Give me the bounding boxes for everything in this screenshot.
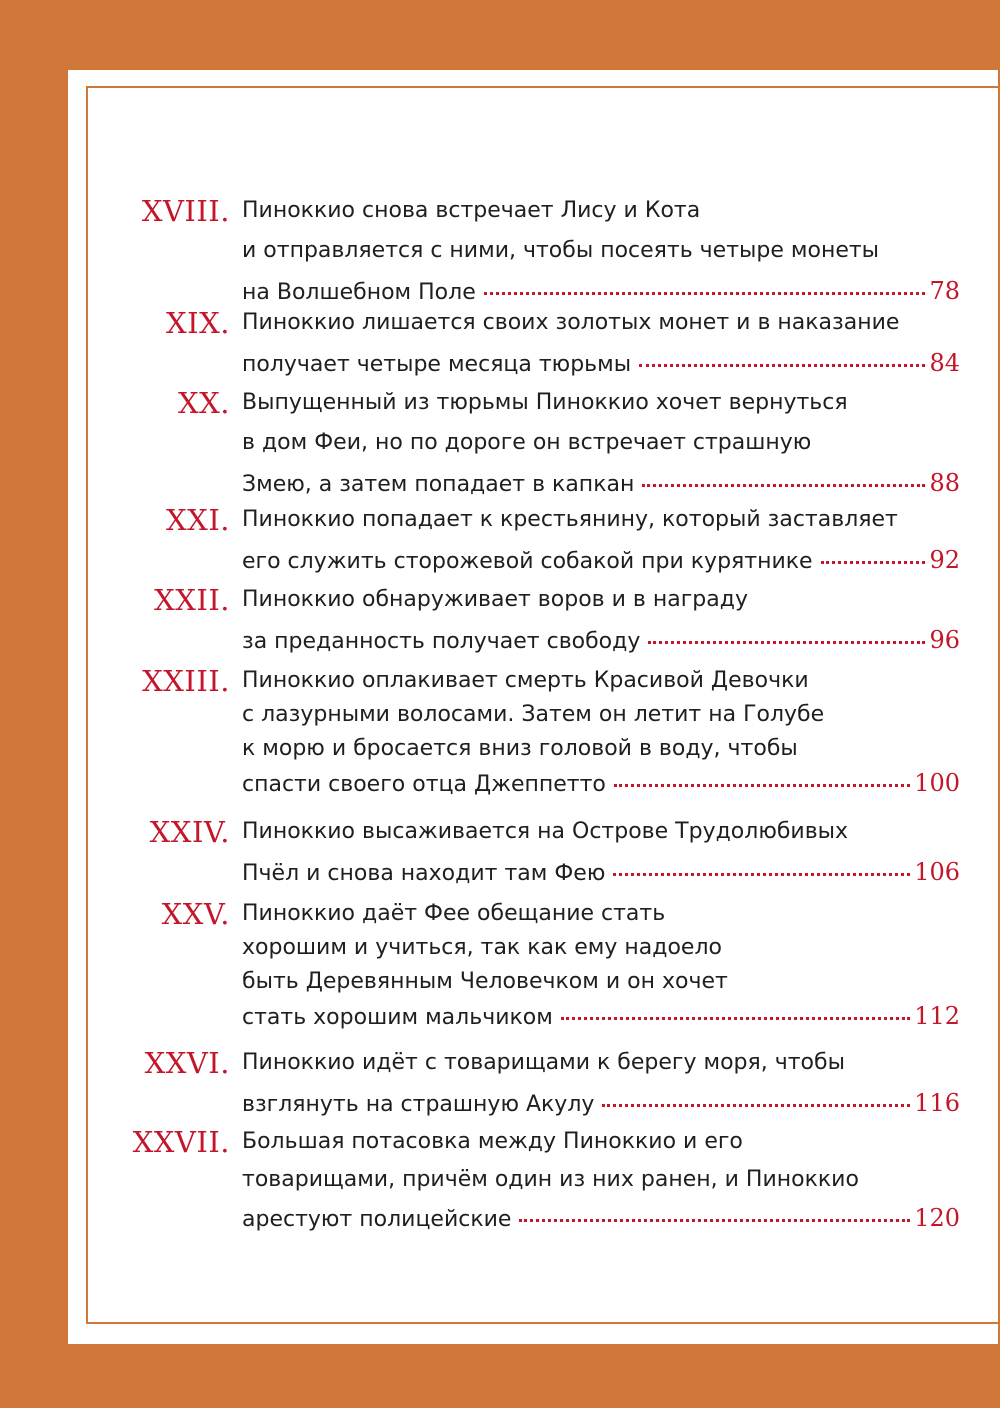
page-number: 106 bbox=[914, 858, 960, 886]
page-number: 112 bbox=[914, 1002, 960, 1030]
chapter-title-line: арестуют полицейские bbox=[242, 1207, 512, 1232]
chapter-numeral: XXVI. bbox=[144, 1046, 230, 1080]
chapter-title-last-line bbox=[242, 343, 960, 383]
chapter-title-last-line bbox=[242, 852, 960, 892]
chapter-title-line: Выпущенный из тюрьмы Пиноккио хочет вернуться bbox=[242, 390, 848, 415]
chapter-numeral: XIX. bbox=[166, 306, 230, 340]
chapter-numeral: XXVII. bbox=[132, 1125, 230, 1159]
chapter-title-last-line bbox=[242, 540, 960, 580]
dot-leader bbox=[484, 292, 926, 295]
chapter-title-line: Пиноккио даёт Фее обещание стать bbox=[242, 901, 666, 926]
dot-leader bbox=[648, 641, 925, 644]
chapter-title-line: хорошим и учиться, так как ему надоело bbox=[242, 935, 722, 960]
chapter-title-last-line bbox=[242, 620, 960, 660]
chapter-title-line: Пиноккио обнаруживает воров и в награду bbox=[242, 587, 748, 612]
chapter-title-line: к морю и бросается вниз головой в воду, чтобы bbox=[242, 736, 798, 761]
chapter-title-line: взглянуть на страшную Акулу bbox=[242, 1092, 595, 1117]
chapter-title-line: Пчёл и снова находит там Фею bbox=[242, 861, 606, 886]
page-number: 78 bbox=[929, 277, 960, 305]
page-number: 116 bbox=[914, 1089, 960, 1117]
chapter-title-last-line bbox=[242, 1083, 960, 1123]
chapter-title-line: получает четыре месяца тюрьмы bbox=[242, 352, 632, 377]
chapter-title-line: Пиноккио лишается своих золотых монет и в наказание bbox=[242, 310, 900, 335]
page-number: 92 bbox=[929, 546, 960, 574]
page-number: 88 bbox=[929, 469, 960, 497]
page-number: 120 bbox=[914, 1204, 960, 1232]
dot-leader bbox=[642, 484, 925, 487]
dot-leader bbox=[561, 1017, 910, 1020]
chapter-numeral: XXII. bbox=[154, 583, 230, 617]
chapter-title-line: в дом Феи, но по дороге он встречает страшную bbox=[242, 430, 812, 455]
chapter-title-last-line bbox=[242, 463, 960, 503]
chapter-title-line: Пиноккио попадает к крестьянину, который заставляет bbox=[242, 507, 898, 532]
chapter-numeral: XXI. bbox=[166, 503, 230, 537]
chapter-numeral: XXIII. bbox=[142, 664, 230, 698]
chapter-title-line: с лазурными волосами. Затем он летит на Голубе bbox=[242, 702, 825, 727]
chapter-title-line: его служить сторожевой собакой при курятнике bbox=[242, 549, 813, 574]
chapter-title-line: товарищами, причём один из них ранен, и Пиноккио bbox=[242, 1167, 859, 1192]
chapter-title-line: стать хорошим мальчиком bbox=[242, 1005, 553, 1030]
chapter-title-line: и отправляется с ними, чтобы посеять четыре монеты bbox=[242, 238, 880, 263]
chapter-title-line: Большая потасовка между Пиноккио и его bbox=[242, 1129, 743, 1154]
chapter-title-line: Пиноккио оплакивает смерть Красивой Девочки bbox=[242, 668, 809, 693]
chapter-title-line: Змею, а затем попадает в капкан bbox=[242, 472, 635, 497]
dot-leader bbox=[519, 1219, 910, 1222]
page-number: 100 bbox=[914, 769, 960, 797]
dot-leader bbox=[639, 364, 925, 367]
chapter-title-line: Пиноккио снова встречает Лису и Кота bbox=[242, 198, 701, 223]
chapter-title-line: спасти своего отца Джеппетто bbox=[242, 772, 606, 797]
chapter-numeral: XVIII. bbox=[141, 194, 230, 228]
dot-leader bbox=[602, 1104, 910, 1107]
page-number: 96 bbox=[929, 626, 960, 654]
chapter-numeral: XX. bbox=[177, 386, 230, 420]
dot-leader bbox=[613, 873, 910, 876]
chapter-title-last-line bbox=[242, 763, 960, 803]
chapter-title-last-line bbox=[242, 996, 960, 1036]
chapter-numeral: XXV. bbox=[161, 897, 230, 931]
page-number: 84 bbox=[929, 349, 960, 377]
chapter-title-line: быть Деревянным Человечком и он хочет bbox=[242, 969, 728, 994]
chapter-title-last-line bbox=[242, 1198, 960, 1238]
dot-leader bbox=[614, 784, 910, 787]
chapter-title-line: за преданность получает свободу bbox=[242, 629, 641, 654]
dot-leader bbox=[821, 561, 926, 564]
chapter-numeral: XXIV. bbox=[149, 815, 230, 849]
chapter-title-line: на Волшебном Поле bbox=[242, 280, 476, 305]
chapter-title-line: Пиноккио идёт с товарищами к берегу моря, чтобы bbox=[242, 1050, 845, 1075]
chapter-title-line: Пиноккио высаживается на Острове Трудолюбивых bbox=[242, 819, 849, 844]
